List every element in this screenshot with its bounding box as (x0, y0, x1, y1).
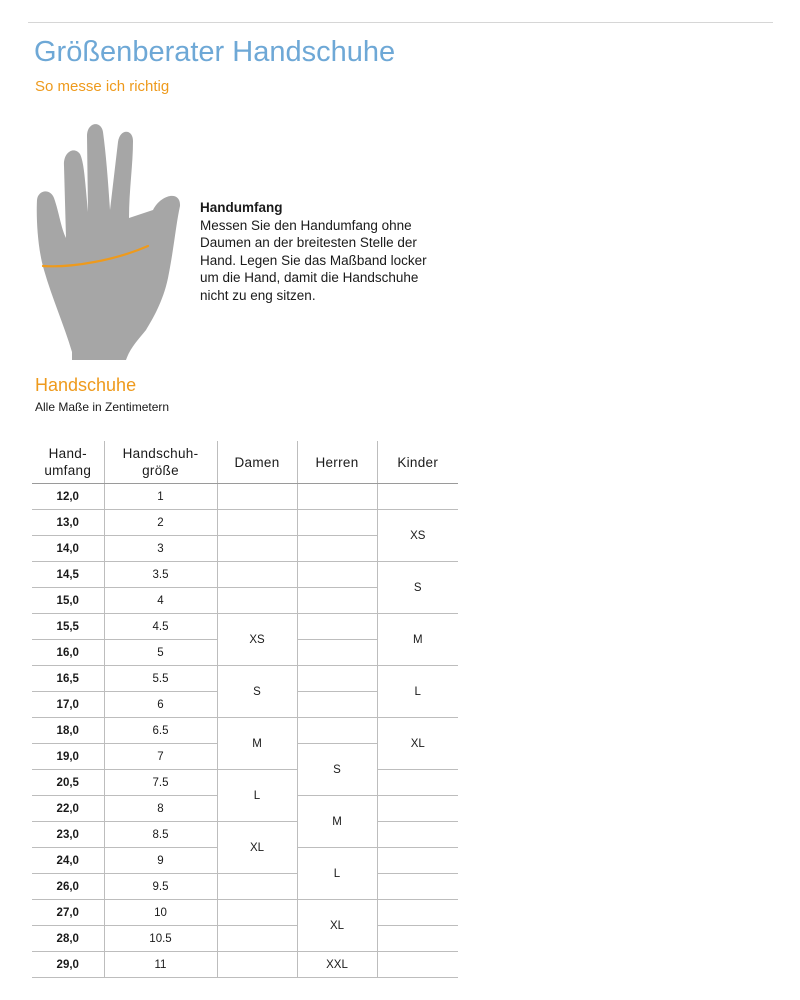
cell-kinder-size (377, 874, 458, 900)
page-title: Größenberater Handschuhe (34, 36, 396, 68)
cell-glove-size: 5 (104, 640, 217, 666)
cell-kinder-size: XS (377, 510, 458, 562)
cell-glove-size: 7 (104, 744, 217, 770)
cell-herren-size (297, 510, 377, 536)
cell-hand-circumference: 20,5 (32, 770, 104, 796)
instructions-text: Messen Sie den Handumfang ohne Daumen an der breitesten Stelle der Hand. Legen Sie das Maßband locker um die Hand, damit die Handschuhe nicht zu eng sitzen. (200, 217, 427, 303)
cell-hand-circumference: 15,0 (32, 588, 104, 614)
cell-damen-size (217, 588, 297, 614)
size-table (32, 441, 458, 978)
cell-glove-size: 1 (104, 484, 217, 510)
cell-damen-size: XS (217, 614, 297, 666)
cell-glove-size: 5.5 (104, 666, 217, 692)
cell-damen-size (217, 536, 297, 562)
table-row (32, 562, 458, 588)
cell-kinder-size (377, 796, 458, 822)
cell-kinder-size: S (377, 562, 458, 614)
cell-hand-circumference: 12,0 (32, 484, 104, 510)
cell-kinder-size (377, 952, 458, 978)
cell-hand-circumference: 14,0 (32, 536, 104, 562)
instructions-title: Handumfang (200, 200, 283, 215)
cell-damen-size (217, 510, 297, 536)
table-row (32, 770, 458, 796)
cell-damen-size (217, 900, 297, 926)
cell-glove-size: 4 (104, 588, 217, 614)
cell-glove-size: 9.5 (104, 874, 217, 900)
cell-kinder-size (377, 926, 458, 952)
cell-glove-size: 9 (104, 848, 217, 874)
cell-kinder-size: XL (377, 718, 458, 770)
cell-kinder-size (377, 822, 458, 848)
cell-damen-size (217, 926, 297, 952)
cell-hand-circumference: 16,5 (32, 666, 104, 692)
table-row (32, 926, 458, 952)
header-hand-circumference: Hand- umfang (32, 441, 104, 484)
cell-glove-size: 7.5 (104, 770, 217, 796)
cell-damen-size (217, 562, 297, 588)
table-row (32, 822, 458, 848)
cell-hand-circumference: 27,0 (32, 900, 104, 926)
table-row (32, 952, 458, 978)
cell-glove-size: 11 (104, 952, 217, 978)
cell-glove-size: 8 (104, 796, 217, 822)
cell-kinder-size: L (377, 666, 458, 718)
cell-hand-circumference: 26,0 (32, 874, 104, 900)
cell-herren-size (297, 640, 377, 666)
cell-hand-circumference: 29,0 (32, 952, 104, 978)
cell-glove-size: 6 (104, 692, 217, 718)
hand-icon (30, 120, 190, 360)
header-herren: Herren (297, 441, 377, 484)
cell-herren-size: XL (297, 900, 377, 952)
cell-herren-size (297, 536, 377, 562)
cell-kinder-size (377, 848, 458, 874)
cell-kinder-size (377, 770, 458, 796)
cell-kinder-size (377, 900, 458, 926)
table-row (32, 718, 458, 744)
hand-shape (37, 124, 180, 360)
cell-glove-size: 4.5 (104, 614, 217, 640)
page-subtitle: So messe ich richtig (35, 78, 170, 95)
cell-damen-size: S (217, 666, 297, 718)
cell-glove-size: 3.5 (104, 562, 217, 588)
cell-damen-size: L (217, 770, 297, 822)
cell-glove-size: 3 (104, 536, 217, 562)
table-row (32, 614, 458, 640)
table-body (32, 484, 458, 978)
cell-herren-size (297, 484, 377, 510)
cell-hand-circumference: 24,0 (32, 848, 104, 874)
cell-herren-size (297, 614, 377, 640)
cell-glove-size: 8.5 (104, 822, 217, 848)
cell-hand-circumference: 14,5 (32, 562, 104, 588)
cell-herren-size: L (297, 848, 377, 900)
table-row (32, 484, 458, 510)
cell-damen-size: M (217, 718, 297, 770)
cell-kinder-size: M (377, 614, 458, 666)
header-glove-size: Handschuh- größe (104, 441, 217, 484)
cell-herren-size (297, 718, 377, 744)
cell-herren-size (297, 588, 377, 614)
section-note: Alle Maße in Zentimetern (35, 400, 170, 414)
header-damen: Damen (217, 441, 297, 484)
cell-glove-size: 6.5 (104, 718, 217, 744)
cell-damen-size (217, 874, 297, 900)
table-row (32, 874, 458, 900)
cell-hand-circumference: 22,0 (32, 796, 104, 822)
table-row (32, 900, 458, 926)
cell-kinder-size (377, 484, 458, 510)
cell-hand-circumference: 16,0 (32, 640, 104, 666)
cell-hand-circumference: 18,0 (32, 718, 104, 744)
cell-hand-circumference: 13,0 (32, 510, 104, 536)
cell-damen-size: XL (217, 822, 297, 874)
table-header-row (32, 441, 458, 484)
table-row (32, 510, 458, 536)
cell-herren-size: S (297, 744, 377, 796)
section-title: Handschuhe (35, 375, 137, 395)
table-row (32, 666, 458, 692)
header-kinder: Kinder (377, 441, 458, 484)
cell-hand-circumference: 28,0 (32, 926, 104, 952)
cell-hand-circumference: 23,0 (32, 822, 104, 848)
cell-glove-size: 10 (104, 900, 217, 926)
measure-instructions (200, 199, 440, 304)
cell-damen-size (217, 952, 297, 978)
cell-glove-size: 2 (104, 510, 217, 536)
top-divider (28, 22, 773, 23)
cell-herren-size (297, 562, 377, 588)
cell-herren-size: XXL (297, 952, 377, 978)
cell-hand-circumference: 19,0 (32, 744, 104, 770)
cell-herren-size (297, 666, 377, 692)
cell-hand-circumference: 17,0 (32, 692, 104, 718)
cell-hand-circumference: 15,5 (32, 614, 104, 640)
cell-damen-size (217, 484, 297, 510)
cell-herren-size: M (297, 796, 377, 848)
cell-glove-size: 10.5 (104, 926, 217, 952)
cell-herren-size (297, 692, 377, 718)
